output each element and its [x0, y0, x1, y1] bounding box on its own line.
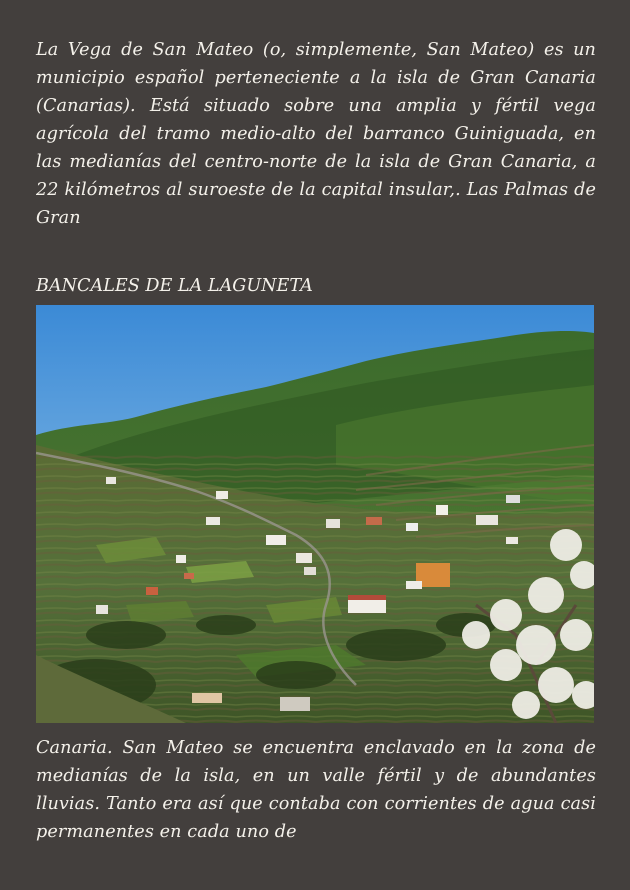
valley-terraces-photo	[36, 305, 594, 723]
continuation-paragraph: Canaria. San Mateo se encuentra enclavado en la zona de medianías de la isla, en un valle fértil y de abundantes lluvias. Tanto era así que contaba con corrientes de agua casi permanentes en cada uno de	[36, 738, 596, 842]
section-heading: BANCALES DE LA LAGUNETA	[36, 276, 313, 296]
intro-paragraph: La Vega de San Mateo (o, simplemente, San Mateo) es un municipio español perteneciente a la isla de Gran Canaria (Canarias). Está situado sobre una amplia y fértil vega agrícola del tramo medio-alto del barranco Guiniguada, en las medianías del centro-norte de la isla de Gran Canaria, a 22 kilómetros al suroeste de la capital insular,. Las Palmas de Gran	[36, 40, 596, 228]
